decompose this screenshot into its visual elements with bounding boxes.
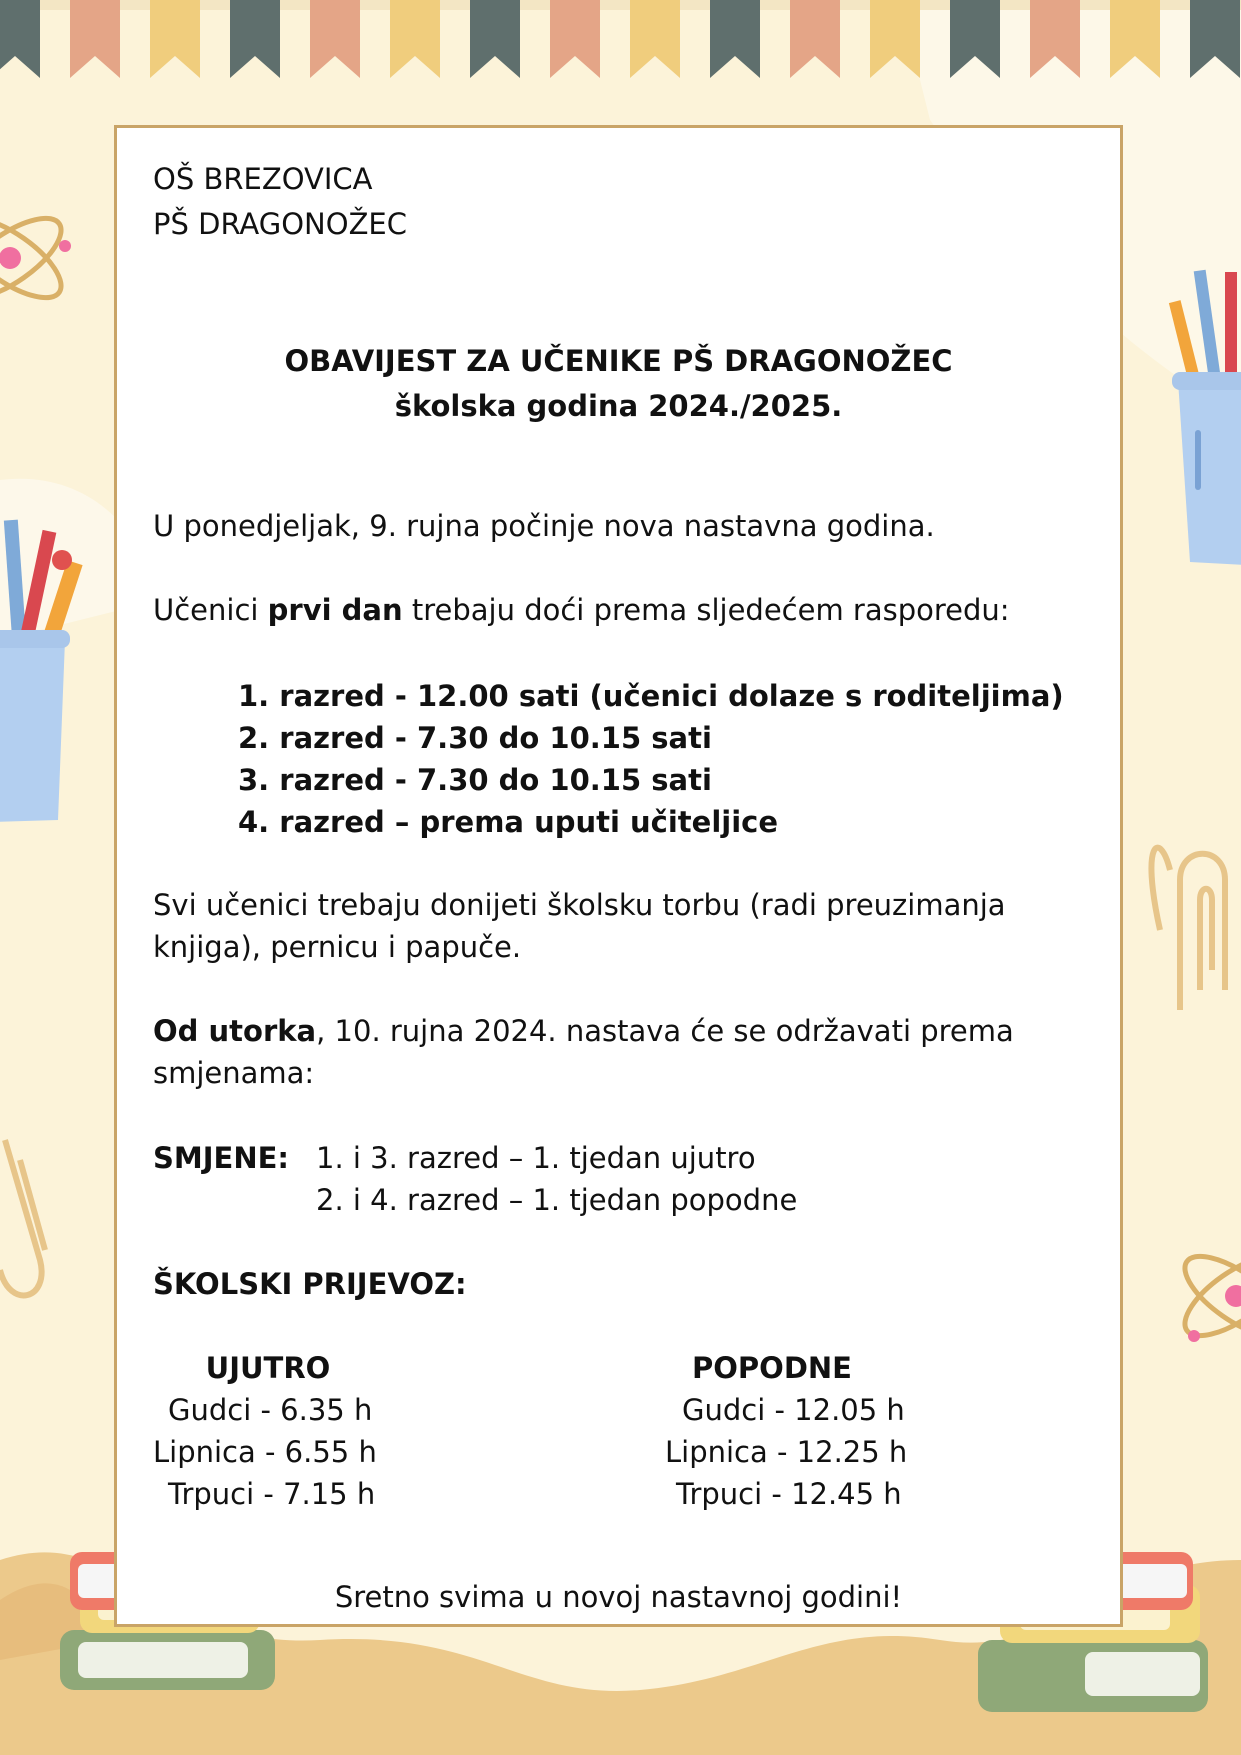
morning-stop: Gudci - 6.35 h <box>168 1393 373 1427</box>
bunting-flag <box>550 0 600 78</box>
shift-item: 1. i 3. razred – 1. tjedan ujutro <box>316 1141 756 1175</box>
from-tuesday-text-line2: smjenama: <box>153 1056 315 1090</box>
shifts-label: SMJENE: <box>153 1141 290 1175</box>
afternoon-label: POPODNE <box>692 1351 852 1385</box>
closing-message: Sretno svima u novoj nastavnoj godini! <box>334 1580 903 1614</box>
bunting-flag <box>1190 0 1240 78</box>
bunting-flag <box>310 0 360 78</box>
from-tuesday-text-line1: Od utorka, 10. rujna 2024. nastava će se održavati prema <box>153 1014 1014 1048</box>
transport-title: ŠKOLSKI PRIJEVOZ: <box>153 1267 467 1301</box>
schedule-item: 2. razred - 7.30 do 10.15 sati <box>238 721 712 755</box>
schedule-item: 4. razred – prema uputi učiteljice <box>238 805 779 839</box>
bunting-flag <box>950 0 1000 78</box>
school-name: OŠ BREZOVICA <box>153 162 373 196</box>
morning-label: UJUTRO <box>205 1351 331 1385</box>
bunting-flag <box>870 0 920 78</box>
bunting-flag <box>390 0 440 78</box>
bunting-flag <box>1030 0 1080 78</box>
bunting-flag <box>790 0 840 78</box>
shift-item: 2. i 4. razred – 1. tjedan popodne <box>316 1183 798 1217</box>
schedule-item: 3. razred - 7.30 do 10.15 sati <box>238 763 712 797</box>
bunting-flag <box>1110 0 1160 78</box>
branch-school-name: PŠ DRAGONOŽEC <box>153 207 408 241</box>
bunting-flag <box>70 0 120 78</box>
bunting-flag <box>150 0 200 78</box>
bunting-flag <box>630 0 680 78</box>
supplies-text-line2: knjiga), pernicu i papuče. <box>153 930 522 964</box>
morning-stop: Trpuci - 7.15 h <box>168 1477 376 1511</box>
bunting-flag <box>470 0 520 78</box>
afternoon-stop: Gudci - 12.05 h <box>682 1393 905 1427</box>
supplies-text-line1: Svi učenici trebaju donijeti školsku torbu (radi preuzimanja <box>153 888 1006 922</box>
intro-text: U ponedjeljak, 9. rujna počinje nova nastavna godina. <box>153 509 935 543</box>
afternoon-stop: Lipnica - 12.25 h <box>665 1435 908 1469</box>
morning-stop: Lipnica - 6.55 h <box>153 1435 377 1469</box>
bunting-flag <box>230 0 280 78</box>
bunting-flag <box>0 0 40 78</box>
first-day-text: Učenici prvi dan trebaju doći prema sljedećem rasporedu: <box>153 593 1010 627</box>
school-year-subtitle: školska godina 2024./2025. <box>394 389 843 423</box>
notice-title: OBAVIJEST ZA UČENIKE PŠ DRAGONOŽEC <box>284 344 953 378</box>
bunting-flag <box>710 0 760 78</box>
afternoon-stop: Trpuci - 12.45 h <box>676 1477 902 1511</box>
schedule-item: 1. razred - 12.00 sati (učenici dolaze s roditeljima) <box>238 679 1064 713</box>
